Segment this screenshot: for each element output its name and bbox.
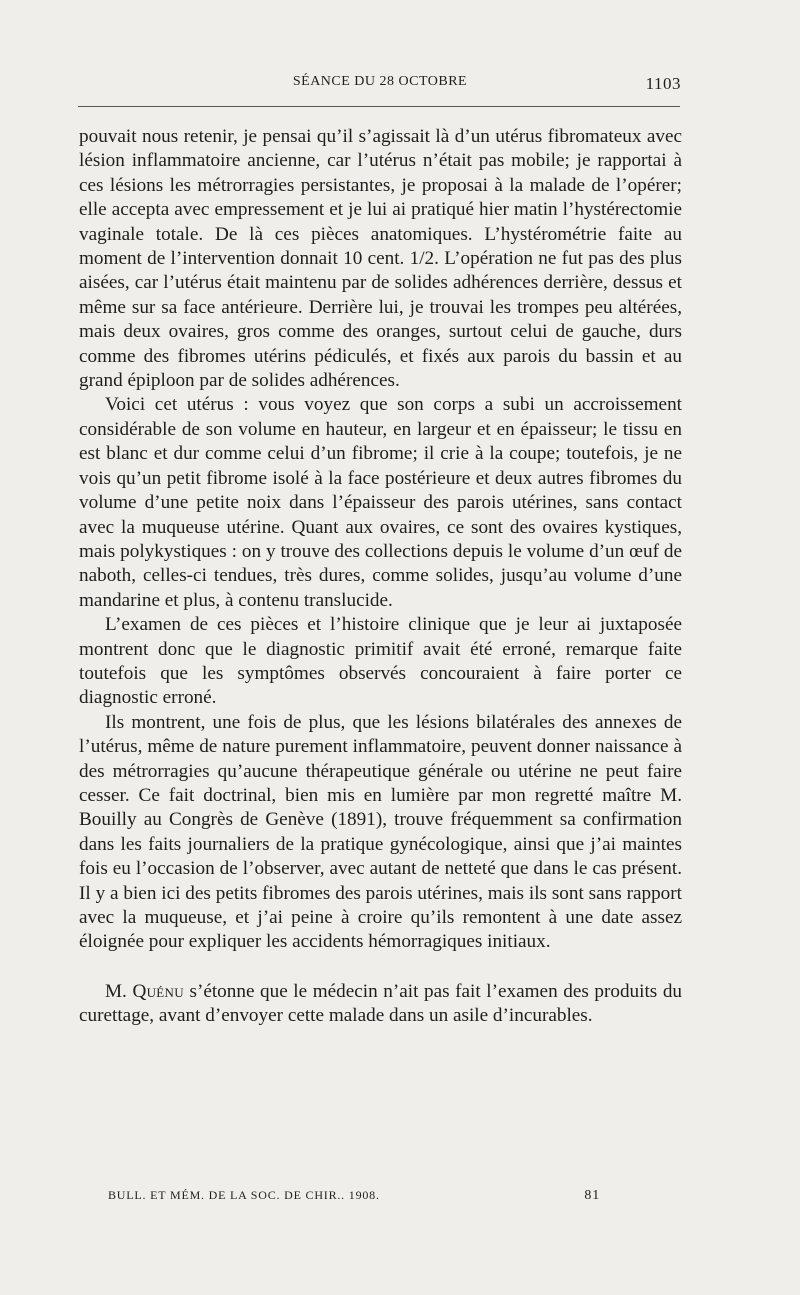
remark-prefix: M. <box>105 980 133 1002</box>
header-rule <box>78 106 680 107</box>
page-number: 1103 <box>645 74 681 93</box>
paragraph-uterus-description: Voici cet utérus : vous voyez que son corps a subi un accroissement considérable de son volume en hauteur, en largeur et en épaisseur; le tissu en est blanc et dur comme celui d’un fibrome; il crie à la coupe; toutefois, je ne vois qu’un petit fibrome isolé à la face postérieure et deux autres fibromes du volume d’une petite noix dans l’épaisseur des parois utérines, sans contact avec la muqueuse utérine. Quant aux ovaires, ce sont des ovaires kystiques, mais polykystiques : on y trouve des collections depuis le volume d’un œuf de naboth, celles-ci tendues, très dures, comme solides, jusqu’au volume d’une mandarine et plus, à contenu translucide. <box>79 394 682 611</box>
running-title: SÉANCE DU 28 OCTOBRE <box>292 74 468 89</box>
paragraph-remark <box>79 980 682 1029</box>
paragraph-examination: L’examen de ces pièces et l’histoire clinique que je leur ai juxtaposée montrent donc que le diagnostic primitif avait été erroné, remarque faite toutefois que les symptômes observés concouraient à faire porter ce diagnostic erroné. <box>79 614 682 709</box>
remark-text: s’étonne que le médecin n’ait pas fait l’examen des produits du curettage, avant d’envoyer cette malade dans un asile d’incurables. <box>79 980 683 1027</box>
footer-signature-number: 81 <box>584 1188 600 1203</box>
paragraph-conclusion: Ils montrent, une fois de plus, que les lésions bilatérales des annexes de l’utérus, même de nature purement inflammatoire, peuvent donner naissance à des métrorragies qu’aucune thérapeutique générale ou utérine ne peut faire cesser. Ce fait doctrinal, bien mis en lumière par mon regretté maître M. Bouilly au Congrès de Genève (1891), trouve fréquemment sa confirmation dans les faits journaliers de la pratique gynécologique, ainsi que j’ai maintes fois eu l’occasion de l’observer, avec autant de netteté que dans le cas présent. Il y a bien ici des petits fibromes des parois utérines, mais ils sont sans rapport avec la muqueuse, et j’ai peine à croire qu’ils remontent à une date assez éloignée pour expliquer les accidents hémorragiques initiaux. <box>79 711 682 953</box>
footer-journal: BULL. ET MÉM. DE LA SOC. DE CHIR.. 1908. <box>108 1188 380 1202</box>
body-text <box>79 125 682 1029</box>
paragraph-continued: pouvait nous retenir, je pensai qu’il s’agissait là d’un utérus fibromateux avec lésion inflammatoire ancienne, car l’utérus n’était pas mobile; je rapportai à ces lésions les métrorragies persistantes, je proposai à la malade de l’opérer; elle accepta avec empressement et je lui ai pratiqué hier matin l’hystérectomie vaginale totale. De là ces pièces anatomiques. L’hystérométrie faite au moment de l’intervention donnait 10 cent. 1/2. L’opération ne fut pas des plus aisées, car l’utérus était maintenu par de solides adhérences derrière, dessus et même sur sa face antérieure. Derrière lui, je trouvai les trompes peu altérées, mais deux ovaires, gros comme des oranges, surtout celui de gauche, durs comme des fibromes utérins pédiculés, et fixés aux parois du bassin et au grand épiploon par de solides adhérences. <box>79 126 682 392</box>
remark-speaker: Quénu <box>132 980 184 1002</box>
